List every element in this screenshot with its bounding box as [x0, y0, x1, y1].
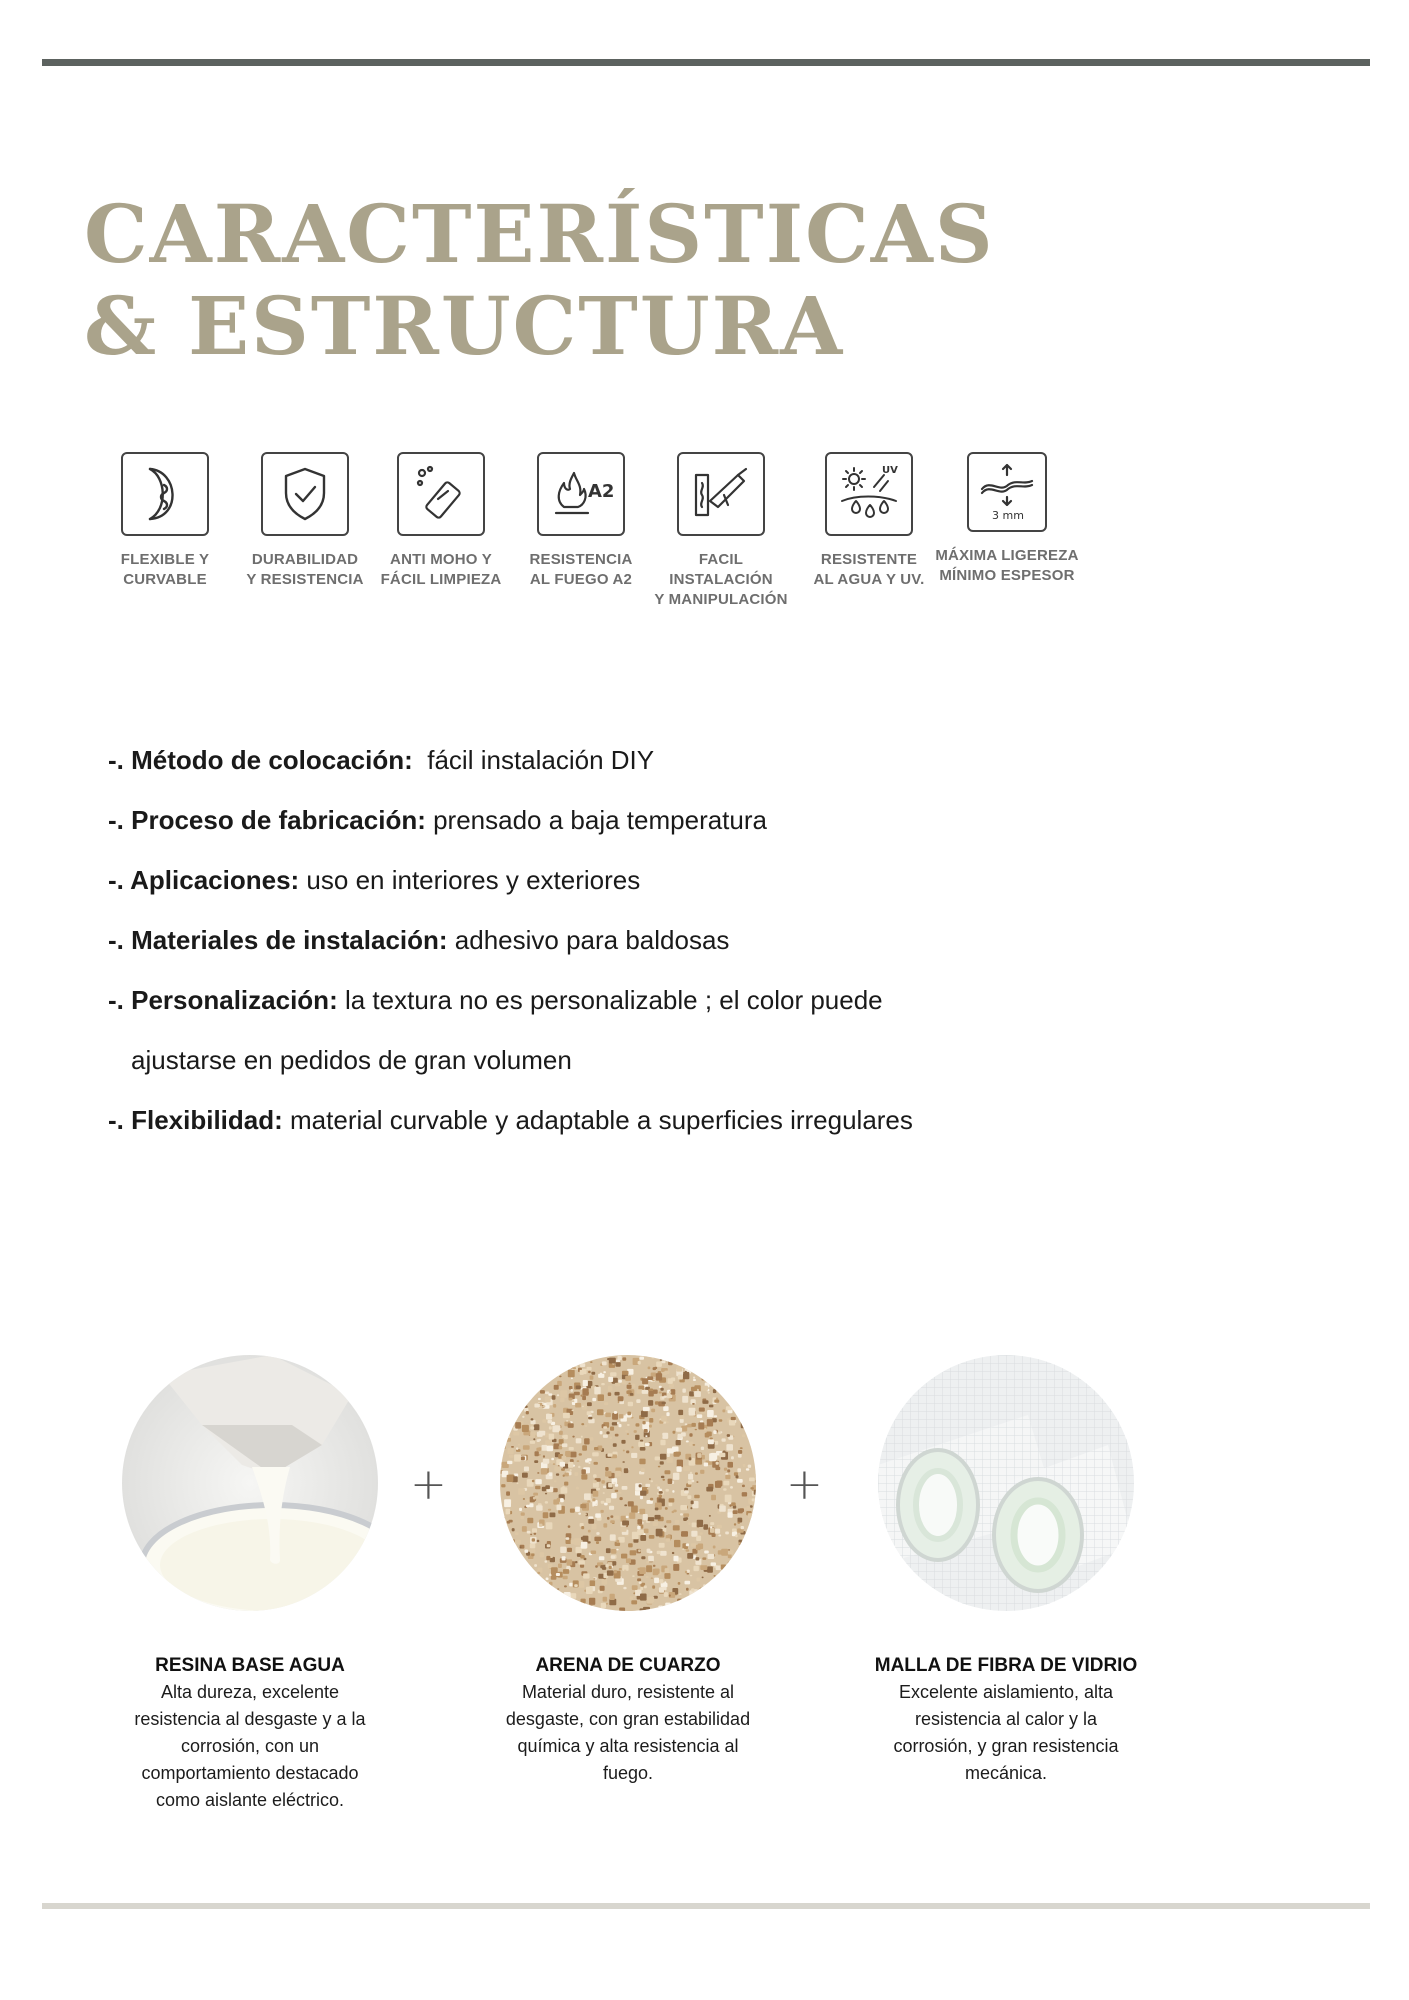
- spec-key: -. Materiales de instalación:: [108, 925, 448, 955]
- material-description: Alta dureza, excelente resistencia al desgaste y a la corrosión, con un comportamiento destacado como aislante eléctrico.: [134, 1682, 366, 1810]
- spec-installation-materials: [108, 923, 1108, 957]
- spec-value: la textura no es personalizable ; el color puede: [337, 985, 883, 1015]
- quartz-sand-image: [500, 1355, 756, 1611]
- spec-value: material curvable y adaptable a superficies irregulares: [282, 1105, 913, 1135]
- flexible-curve-icon: [121, 452, 209, 536]
- feature-lightweight: [932, 452, 1082, 586]
- water-uv-icon: [825, 452, 913, 536]
- spec-customization: [108, 983, 1108, 1077]
- spec-key: -. Proceso de fabricación:: [108, 805, 426, 835]
- title-line-2: & ESTRUCTURA: [84, 279, 845, 373]
- spec-key: -. Aplicaciones:: [108, 865, 300, 895]
- feature-fire-resistance: [506, 452, 656, 590]
- feature-water-uv-label: RESISTENTE AL AGUA Y UV.: [813, 551, 925, 588]
- resin-pour-image: [122, 1355, 378, 1611]
- spec-manufacturing: [108, 803, 1108, 837]
- feature-easy-install: [646, 452, 796, 610]
- thin-panel-icon: [967, 452, 1047, 532]
- material-title: ARENA DE CUARZO: [535, 1655, 721, 1676]
- anti-mold-icon: [397, 452, 485, 536]
- material-quartz-sand: [478, 1355, 778, 1787]
- spec-value: prensado a baja temperatura: [425, 805, 767, 835]
- material-title: MALLA DE FIBRA DE VIDRIO: [874, 1655, 1138, 1676]
- materials-section: [100, 1355, 1160, 1835]
- feature-water-uv: [794, 452, 944, 590]
- material-resin: [100, 1355, 400, 1814]
- plus-sign: +: [410, 1459, 447, 1510]
- spec-key: -. Método de colocación:: [108, 745, 413, 775]
- material-fiberglass: [856, 1355, 1156, 1787]
- bottom-divider: [42, 1903, 1370, 1909]
- material-description: Excelente aislamiento, alta resistencia al calor y la corrosión, y gran resistencia mecánica.: [893, 1682, 1119, 1783]
- specifications-list: [108, 743, 1108, 1163]
- spec-placement-method: [108, 743, 1108, 777]
- feature-flexible: [90, 452, 240, 590]
- svg-text:A2: A2: [588, 481, 614, 502]
- feature-anti-mold: [366, 452, 516, 590]
- feature-icons-row: [90, 452, 1090, 612]
- feature-fire-resistance-label: RESISTENCIA AL FUEGO A2: [529, 551, 633, 588]
- page-title: [84, 188, 995, 372]
- svg-text:UV: UV: [882, 465, 898, 476]
- feature-anti-mold-label: ANTI MOHO Y FÁCIL LIMPIEZA: [380, 551, 502, 588]
- spec-value-continuation: ajustarse en pedidos de gran volumen: [131, 1045, 572, 1075]
- feature-lightweight-label: MÁXIMA LIGEREZA MÍNIMO ESPESOR: [935, 547, 1079, 584]
- spec-key: -. Flexibilidad:: [108, 1105, 283, 1135]
- spec-flexibility: [108, 1103, 1108, 1137]
- fire-a2-icon: [537, 452, 625, 536]
- shield-check-icon: [261, 452, 349, 536]
- feature-easy-install-label: FACIL INSTALACIÓN Y MANIPULACIÓN: [654, 551, 788, 608]
- material-description: Material duro, resistente al desgaste, con gran estabilidad química y alta resistencia al fuego.: [505, 1682, 751, 1783]
- material-title: RESINA BASE AGUA: [155, 1655, 345, 1676]
- feature-durability: [230, 452, 380, 590]
- glue-gun-icon: [677, 452, 765, 536]
- spec-key: -. Personalización:: [108, 985, 338, 1015]
- plus-sign: +: [786, 1459, 823, 1510]
- spec-value: adhesivo para baldosas: [447, 925, 730, 955]
- spec-value: fácil instalación DIY: [412, 745, 655, 775]
- spec-applications: [108, 863, 1108, 897]
- feature-flexible-label: FLEXIBLE Y CURVABLE: [120, 551, 210, 588]
- spec-value: uso en interiores y exteriores: [299, 865, 641, 895]
- fiberglass-mesh-image: [878, 1355, 1134, 1611]
- feature-durability-label: DURABILIDAD Y RESISTENCIA: [246, 551, 364, 588]
- title-line-1: CARACTERÍSTICAS: [84, 187, 995, 281]
- top-divider: [42, 59, 1370, 66]
- svg-text:3 mm: 3 mm: [992, 509, 1024, 522]
